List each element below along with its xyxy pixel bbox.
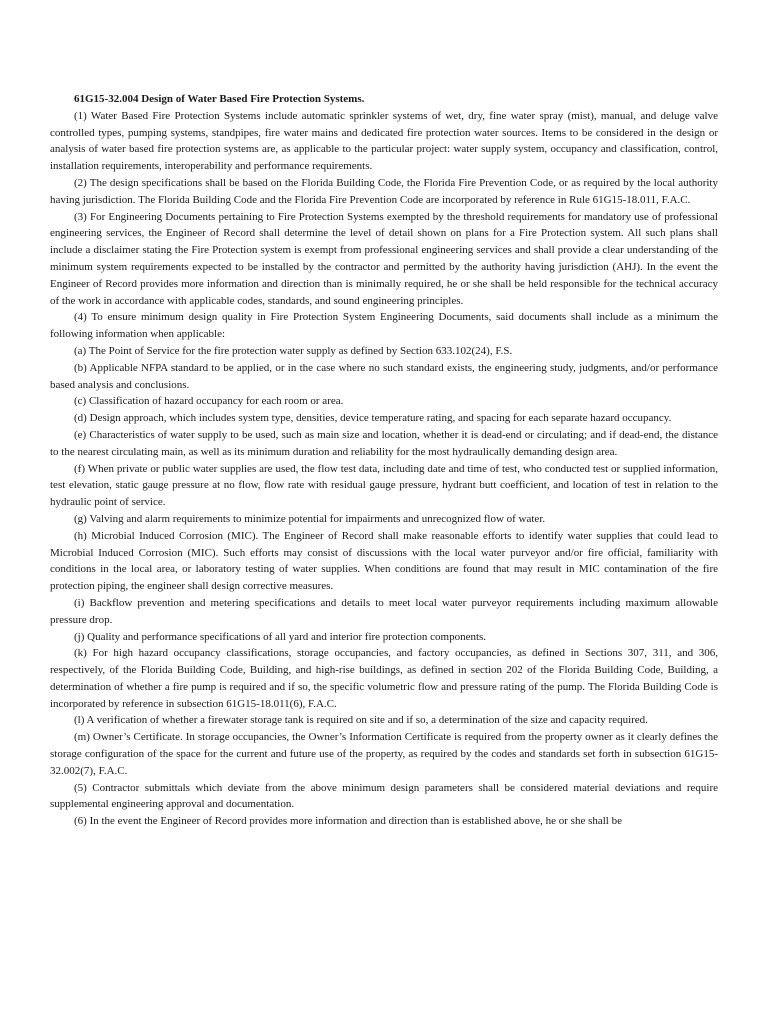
item-e: (e) Characteristics of water supply to be used, such as main size and location, whether it is dead-end or circulating; and if dead-end, the distance to the nearest circulating main, as well as its minimum duration and reliability for the most hydraulically demanding design area. <box>50 428 718 458</box>
paragraph-2: (2) The design specifications shall be based on the Florida Building Code, the Florida Fire Prevention Code, or as required by the local authority having jurisdiction. The Florida Building Code and the Florida Fire Prevention Code are incorporated by reference in Rule 61G15-18.011, F.A.C. <box>50 176 718 206</box>
item-f: (f) When private or public water supplies are used, the flow test data, including date and time of test, who conducted test or supplied information, test elevation, static gauge pressure at no flow, flow rate with residual gauge pressure, hydrant butt coefficient, and location of test in relation to the hydraulic point of service. <box>50 462 718 509</box>
item-d: (d) Design approach, which includes system type, densities, device temperature rating, and spacing for each separate hazard occupancy. <box>74 412 672 425</box>
item-b: (b) Applicable NFPA standard to be applied, or in the case where no such standard exists, the engineering study, judgments, and/or performance based analysis and conclusions. <box>50 361 718 391</box>
paragraph-3: (3) For Engineering Documents pertaining to Fire Protection Systems exempted by the threshold requirements for mandatory use of professional engineering services, the Engineer of Record shall determine the level of detail shown on plans for a Fire Protection system. All such plans shall include a disclaimer stating the Fire Protection system is exempt from professional engineering services and shall provide a clear understanding of the minimum system requirements expected to be installed by the contractor and permitted by the authority having jurisdiction (AHJ). In the event the Engineer of Record provides more information and direction than is minimally required, he or she shall be held responsible for the technical accuracy of the work in accordance with applicable codes, standards, and sound engineering principles. <box>50 210 718 307</box>
paragraph-5: (5) Contractor submittals which deviate from the above minimum design parameters shall be considered material deviations and require supplemental engineering approval and documentation. <box>50 781 718 811</box>
item-j: (j) Quality and performance specifications of all yard and interior fire protection components. <box>74 630 487 643</box>
paragraph-6: (6) In the event the Engineer of Record provides more information and direction than is established above, he or she shall be <box>74 815 622 828</box>
item-a: (a) The Point of Service for the fire protection water supply as defined by Section 633.102(24), F.S. <box>74 344 513 357</box>
document-page <box>50 91 718 830</box>
item-k: (k) For high hazard occupancy classifications, storage occupancies, and factory occupancies, as defined in Sections 307, 311, and 306, respectively, of the Florida Building Code, Building, and high-rise buildings, as defined in section 202 of the Florida Building Code, Building, a determination of whether a fire pump is required and if so, the specific volumetric flow and pressure rating of the pump. The Florida Building Code is incorporated by reference in subsection 61G15-18.011(6), F.A.C. <box>50 647 718 710</box>
item-g: (g) Valving and alarm requirements to minimize potential for impairments and unrecognized flow of water. <box>74 512 546 525</box>
item-m: (m) Owner’s Certificate. In storage occupancies, the Owner’s Information Certificate is required from the property owner as it clearly defines the storage configuration of the space for the current and future use of the property, as required by the codes and standards set forth in subsection 61G15-32.002(7), F.A.C. <box>50 731 718 777</box>
item-i: (i) Backflow prevention and metering specifications and details to meet local water purveyor requirements including maximum allowable pressure drop. <box>50 596 718 626</box>
paragraph-1: (1) Water Based Fire Protection Systems include automatic sprinkler systems of wet, dry, fine water spray (mist), manual, and deluge valve controlled types, pumping systems, standpipes, fire water mains and dedicated fire protection water sources. Items to be considered in the design or analysis of water based fire protection systems are, as applicable to the particular project: water supply system, occupancy and classification, control, installation requirements, interoperability and performance requirements. <box>50 109 718 173</box>
paragraph-4: (4) To ensure minimum design quality in Fire Protection System Engineering Documents, said documents shall include as a minimum the following information when applicable: <box>50 311 718 341</box>
item-c: (c) Classification of hazard occupancy for each room or area. <box>74 395 344 408</box>
item-h: (h) Microbial Induced Corrosion (MIC). The Engineer of Record shall make reasonable efforts to identify water supplies that could lead to Microbial Induced Corrosion (MIC). Such efforts may consist of discussions with the local water purveyor and/or fire official, familiarity with conditions in the local area, or laboratory testing of water supplies. When conditions are found that may result in MIC contamination of the fire protection piping, the engineer shall design corrective measures. <box>50 529 718 593</box>
item-l: (l) A verification of whether a firewater storage tank is required on site and if so, a determination of the size and capacity required. <box>74 714 648 727</box>
section-heading: 61G15-32.004 Design of Water Based Fire Protection Systems. <box>74 93 365 105</box>
